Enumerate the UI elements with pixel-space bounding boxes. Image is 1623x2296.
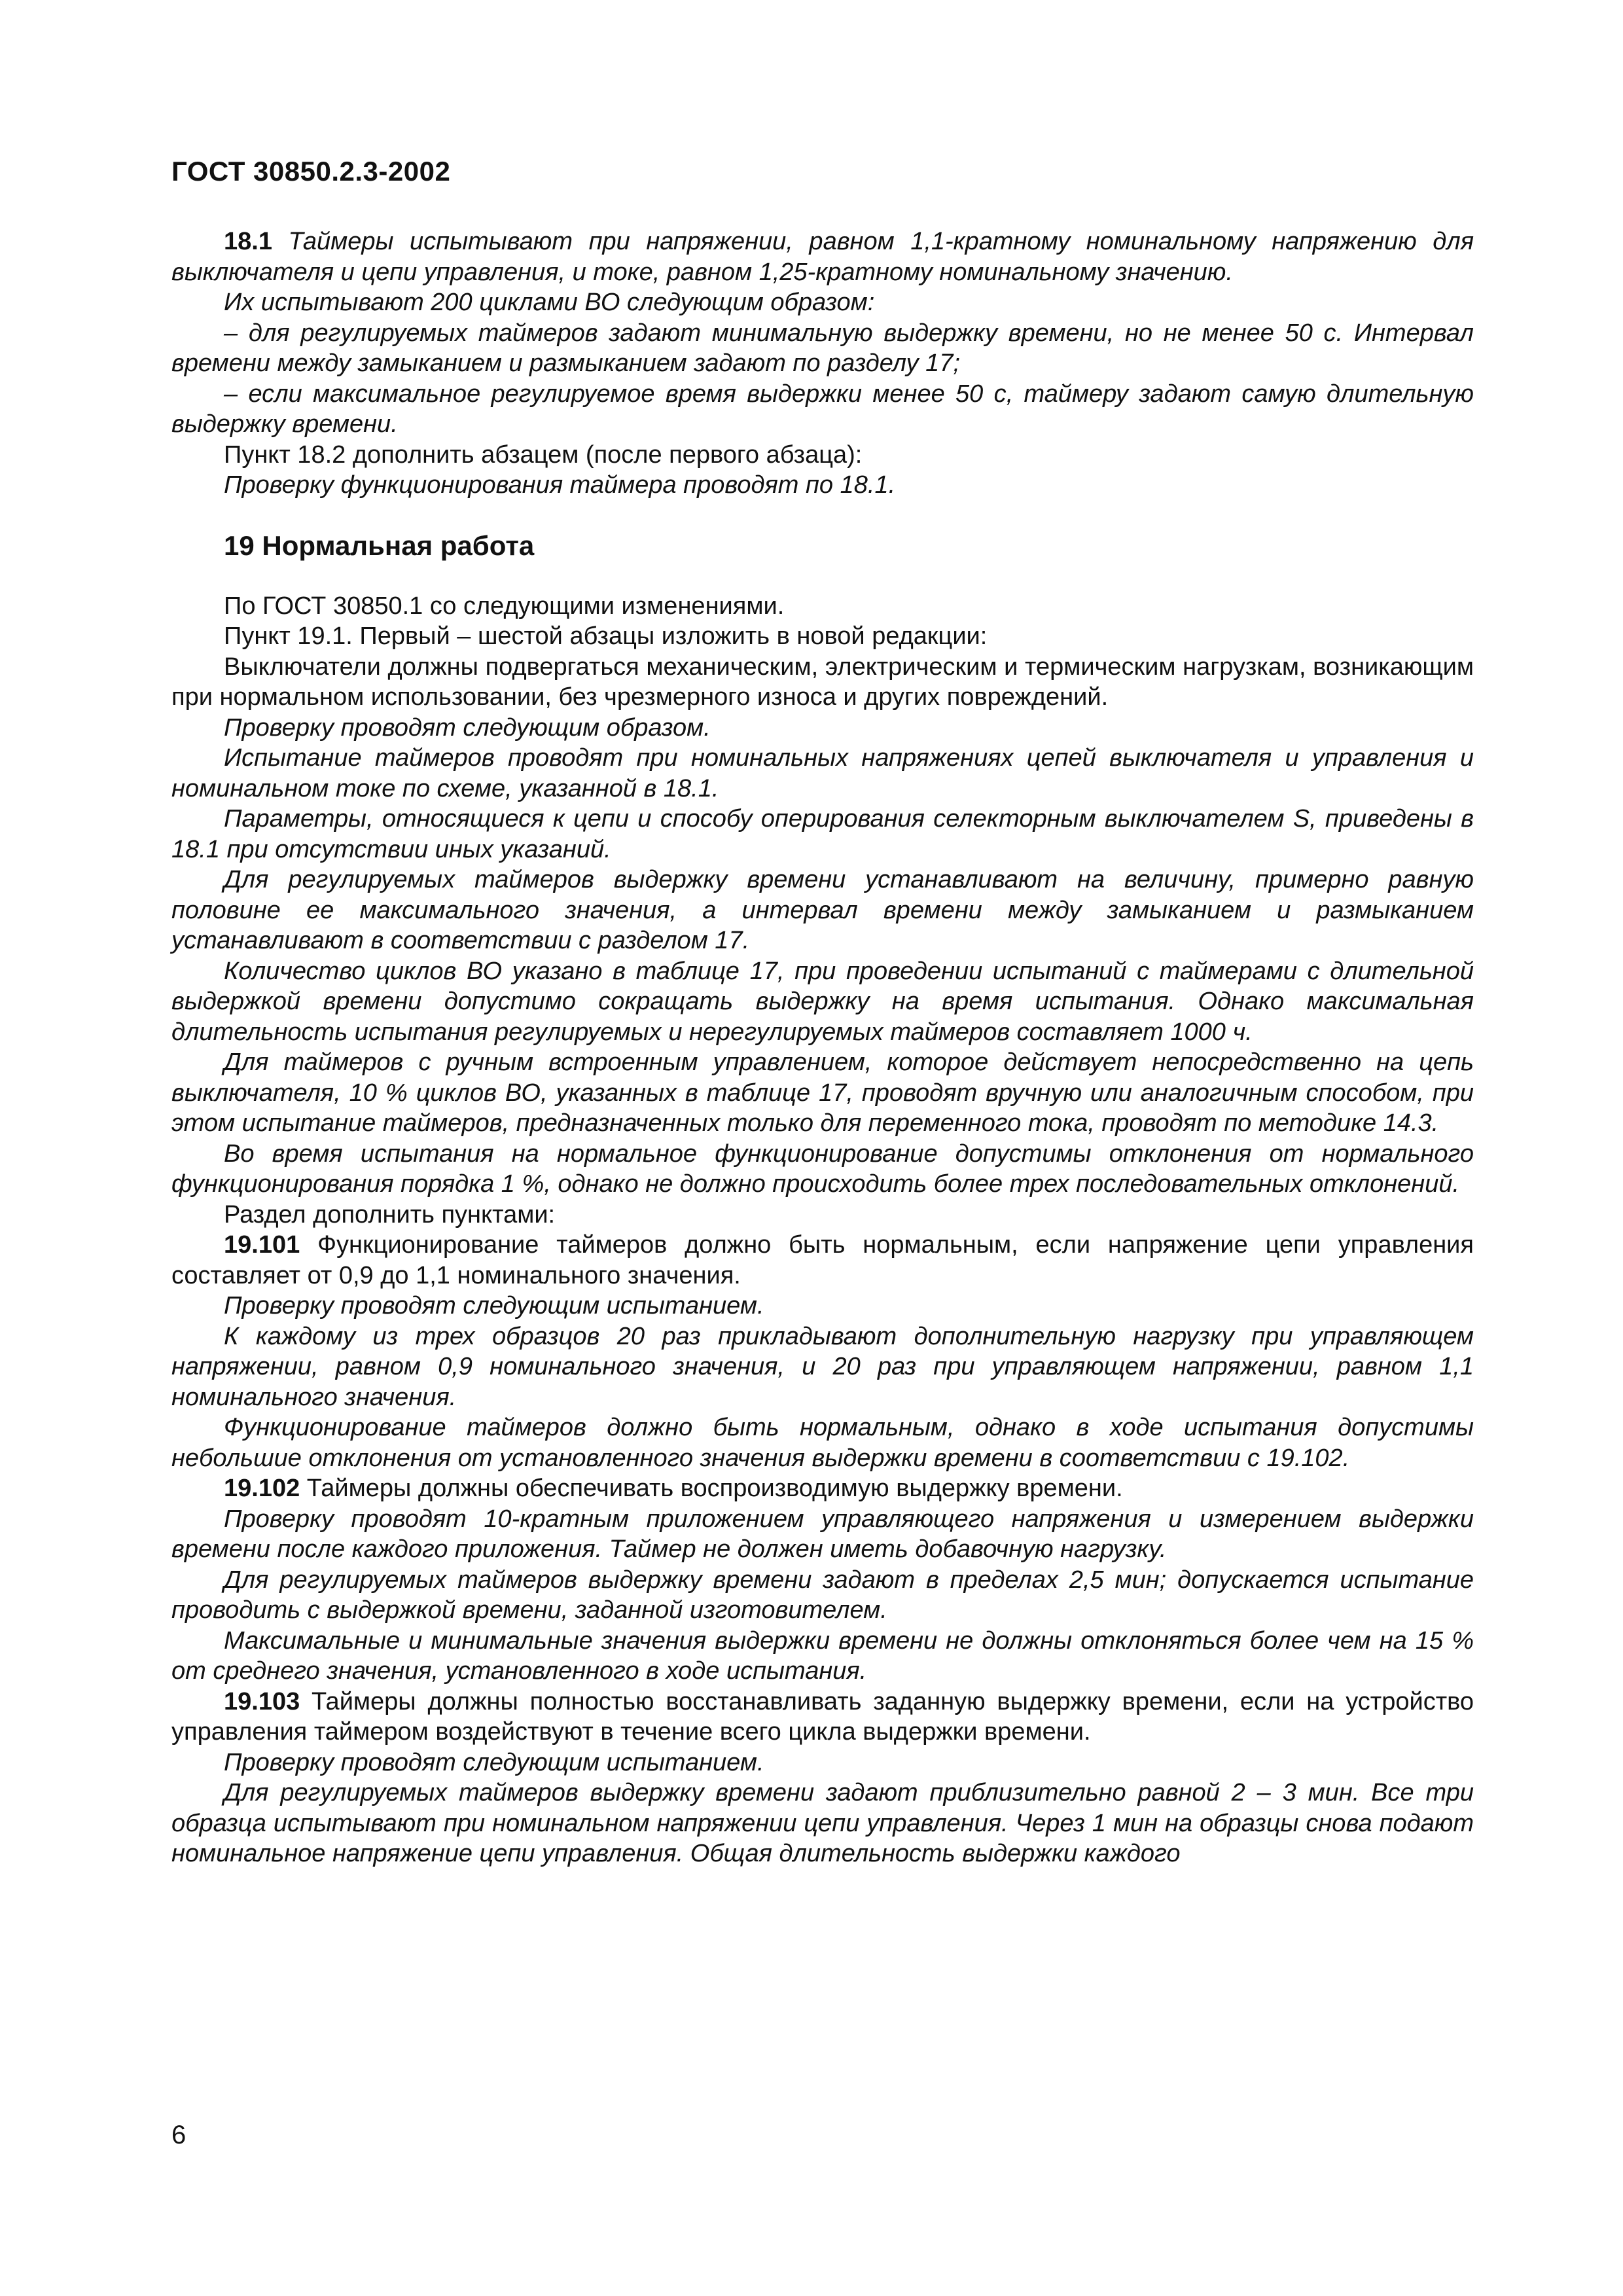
paragraph	[171, 652, 1474, 713]
clause-number: 19.101	[224, 1231, 300, 1259]
paragraph-text: Проверку проводят следующим образом.	[224, 713, 711, 742]
paragraph-text: Пункт 19.1. Первый – шестой абзацы изложить в новой редакции:	[224, 622, 988, 650]
paragraph	[171, 440, 1474, 471]
paragraph	[171, 1778, 1474, 1869]
paragraph-text: Функционирование таймеров должно быть нормальным, однако в ходе испытания допустимы небольшие отклонения от установленного значения выдержки времени в соответствии с 19.102.	[171, 1414, 1474, 1472]
paragraph-text: Проверку проводят следующим испытанием.	[224, 1292, 764, 1319]
document-header: ГОСТ 30850.2.3-2002	[171, 156, 451, 187]
section-heading: 19 Нормальная работа	[224, 529, 535, 561]
paragraph	[171, 1321, 1474, 1413]
paragraph	[171, 1473, 1474, 1504]
paragraph-text: Параметры, относящиеся к цепи и способу оперирования селекторным выключателем S, приведены в 18.1 при отсутствии иных указаний.	[171, 805, 1474, 863]
paragraph	[171, 1687, 1474, 1748]
paragraph-text: Их испытывают 200 циклами ВО следующим образом:	[224, 289, 875, 316]
paragraph	[171, 621, 1474, 652]
paragraph	[171, 470, 1474, 501]
paragraph	[171, 591, 1474, 622]
paragraph	[171, 743, 1474, 804]
paragraph-text: Испытание таймеров проводят при номинальных напряжениях цепей выключателя и управления и номинальном токе по схеме, указанной в 18.1.	[171, 744, 1474, 802]
paragraph	[171, 1291, 1474, 1321]
paragraph-text: Максимальные и минимальные значения выдержки времени не должны отклоняться более чем на 15 % от среднего значения, установленного в ходе испытания.	[171, 1626, 1474, 1685]
paragraph-text: Для регулируемых таймеров выдержку времени задают в пределах 2,5 мин; допускается испытание проводить с выдержкой времени, заданной изготовителем.	[171, 1566, 1474, 1624]
paragraph-text: Выключатели должны подвергаться механическим, электрическим и термическим нагрузкам, возникающим при нормальном использовании, без чрезмерного износа и других повреждений.	[171, 653, 1474, 711]
paragraph-text: – если максимальное регулируемое время выдержки менее 50 с, таймеру задают самую длительную выдержку времени.	[171, 380, 1474, 438]
paragraph	[171, 1565, 1474, 1626]
paragraph	[171, 1504, 1474, 1565]
paragraph-text: Для регулируемых таймеров выдержку времени задают приблизительно равной 2 – 3 мин. Все три образца испытывают при номинальном напряжении цепи управления. Через 1 мин на образцы снова подают номинальное напряжение цепи управления. Общая длительность выдержки каждого	[171, 1779, 1474, 1867]
paragraph-text: Во время испытания на нормальное функционирование допустимы отклонения от нормального функционирования порядка 1 %, однако не должно происходить более трех последовательных отклонений.	[171, 1139, 1474, 1198]
paragraph	[171, 865, 1474, 956]
clause-number: 18.1	[224, 228, 272, 255]
paragraph	[171, 379, 1474, 440]
paragraph	[171, 804, 1474, 865]
paragraph-text: Таймеры должны полностью восстанавливать заданную выдержку времени, если на устройство управления таймером воздействуют в течение всего цикла выдержки времени.	[171, 1687, 1474, 1746]
paragraph-text: Проверку функционирования таймера проводят по 18.1.	[224, 471, 896, 499]
paragraph	[171, 1230, 1474, 1291]
paragraph	[171, 1626, 1474, 1687]
paragraph-text: Таймеры испытывают при напряжении, равном 1,1-кратному номинальному напряжению для выключателя и цепи управления, и токе, равном 1,25-кратному номинальному значению.	[171, 228, 1474, 286]
paragraph-text: Для таймеров с ручным встроенным управлением, которое действует непосредственно на цепь выключателя, 10 % циклов ВО, указанных в таблице 17, проводят вручную или аналогичным способом, при этом испытание таймеров, предназначенных только для переменного тока, проводят по методике 14.3.	[171, 1049, 1474, 1137]
paragraph-text: Проверку проводят следующим испытанием.	[224, 1748, 764, 1776]
paragraph-text: Проверку проводят 10-кратным приложением управляющего напряжения и измерением выдержки времени после каждого приложения. Таймер не должен иметь добавочную нагрузку.	[171, 1505, 1474, 1563]
paragraph-text: – для регулируемых таймеров задают минимальную выдержку времени, но не менее 50 с. Интервал времени между замыканием и размыканием задают по разделу 17;	[171, 319, 1474, 377]
paragraph-text: Пункт 18.2 дополнить абзацем (после первого абзаца):	[224, 440, 863, 469]
clause-number: 19.102	[224, 1475, 300, 1502]
clause-number: 19.103	[224, 1687, 300, 1715]
paragraph	[171, 1748, 1474, 1778]
paragraph	[171, 1047, 1474, 1139]
paragraphs-before-heading	[171, 226, 1474, 501]
paragraph	[171, 1139, 1474, 1200]
paragraph	[171, 1412, 1474, 1473]
paragraph-text: Количество циклов ВО указано в таблице 17, при проведении испытаний с таймерами с длительной выдержкой времени допустимо сокращать выдержку на время испытания. Однако максимальная длительность испытания регулируемых и нерегулируемых таймеров составляет 1000 ч.	[171, 957, 1474, 1046]
page-number: 6	[171, 2121, 187, 2149]
paragraph	[171, 1200, 1474, 1230]
paragraph	[171, 956, 1474, 1048]
paragraph	[171, 226, 1474, 287]
paragraph	[171, 287, 1474, 318]
paragraph-text: Таймеры должны обеспечивать воспроизводимую выдержку времени.	[300, 1475, 1123, 1502]
paragraph-text: Функционирование таймеров должно быть нормальным, если напряжение цепи управления составляет от 0,9 до 1,1 номинального значения.	[171, 1231, 1474, 1289]
paragraph	[171, 713, 1474, 744]
paragraph	[171, 318, 1474, 379]
paragraph-text: К каждому из трех образцов 20 раз прикладывают дополнительную нагрузку при управляющем напряжении, равном 0,9 номинального значения, и 20 раз при управляющем напряжении, равном 1,1 номинального значения.	[171, 1322, 1474, 1411]
document-body	[171, 226, 1474, 1869]
paragraphs-after-heading	[171, 591, 1474, 1869]
paragraph-text: По ГОСТ 30850.1 со следующими изменениями.	[224, 592, 785, 620]
paragraph-text: Раздел дополнить пунктами:	[224, 1200, 556, 1229]
paragraph-text: Для регулируемых таймеров выдержку времени устанавливают на величину, примерно равную половине ее максимального значения, а интервал времени между замыканием и размыканием устанавливают в соответствии с разделом 17.	[171, 866, 1474, 954]
